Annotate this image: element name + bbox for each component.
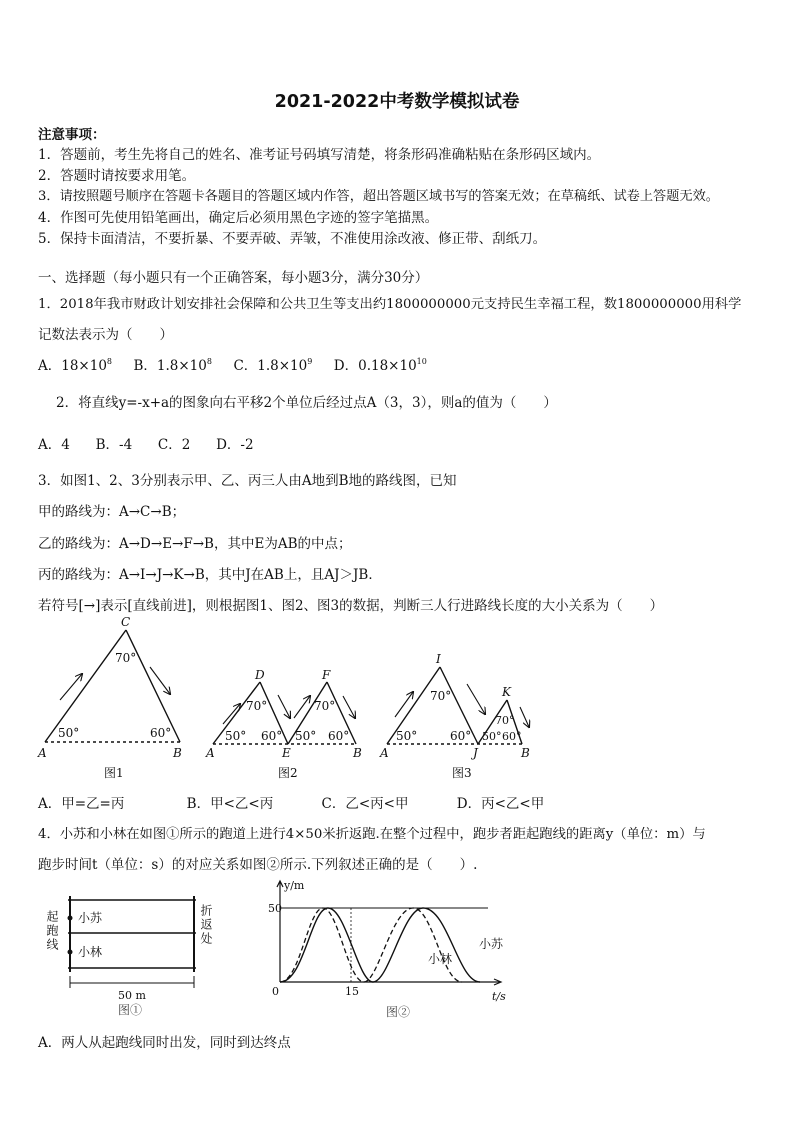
q2-option-a[interactable]: A．4 (38, 437, 70, 453)
notice-item: 1．答题前，考生先将自己的姓名、准考证号码填写清楚，将条形码准确粘贴在条形码区域内。 (38, 147, 601, 163)
section-heading: 一、选择题（每小题只有一个正确答案，每小题3分，满分30分） (38, 270, 429, 286)
notice-heading: 注意事项： (38, 127, 106, 143)
fig3-label-k: K (502, 685, 511, 699)
q3-route-bing: 丙的路线为：A→I→J→K→B，其中J在AB上，且AJ＞JB． (38, 567, 382, 583)
fig3-label-a: A (380, 746, 389, 760)
q3-stem: 3．如图1、2、3分别表示甲、乙、丙三人由A地到B地的路线图，已知 (38, 473, 457, 489)
fig2-angle-a: 50° (225, 729, 247, 743)
fig3-caption: 图3 (452, 766, 472, 780)
fig3-angle-j1: 60° (450, 729, 472, 743)
series-label-su: 小苏 (479, 937, 504, 951)
q4-option-a[interactable]: A．两人从起跑线同时出发，同时到达终点 (38, 1035, 291, 1051)
track-length-label: 50 m (118, 989, 146, 1002)
y-tick-50: 50 (268, 902, 282, 915)
q1-option-a[interactable]: A．$18\times 10^8$ (38, 357, 113, 374)
fig2-angle-f: 70° (314, 699, 336, 713)
fig2-angle-e1: 60° (261, 729, 283, 743)
x-axis-label: t/s (492, 990, 506, 1003)
fig2-angle-d: 70° (246, 699, 268, 713)
q3-route-yi: 乙的路线为：A→D→E→F→B，其中E为AB的中点； (38, 536, 352, 552)
q2-option-b[interactable]: B．-4 (95, 437, 133, 453)
q3-question: 若符号[→]表示[直线前进]，则根据图1、图2、图3的数据，判断三人行进路线长度的大小关系为（ ） (38, 598, 664, 614)
curve-su (280, 908, 480, 982)
q2-option-d[interactable]: D．-2 (216, 437, 254, 453)
q3-option-a[interactable]: A．甲=乙=丙 (38, 796, 125, 812)
notice-item: 5．保持卡面清洁，不要折暴、不要弄破、弄皱，不准使用涂改液、修正带、刮纸刀。 (38, 231, 547, 247)
q2-options (38, 433, 254, 453)
fig2-label-e: E (282, 746, 291, 760)
fig3-angle-a: 50° (396, 729, 418, 743)
q2-option-c[interactable]: C．2 (157, 437, 191, 453)
fig1-label-b: B (173, 746, 182, 760)
q1-stem-line2: 记数法表示为（ ） (38, 327, 173, 343)
runner-su-label: 小苏 (78, 911, 103, 925)
turn-line-label: 折返处 (199, 904, 213, 946)
fig1-angle-c: 70° (115, 651, 137, 665)
fig3-label-b: B (521, 746, 530, 760)
q1-stem-line1: 1．2018年我市财政计划安排社会保障和公共卫生等支出约1800000000元支持民生幸福工程，数1800000000用科学 (38, 297, 742, 312)
fig1-angle-a: 50° (58, 726, 80, 740)
fig2-label-b: B (353, 746, 362, 760)
fig3-angle-j2: 50° (482, 730, 502, 743)
runner-lin-label: 小林 (78, 945, 103, 959)
start-line-label: 起跑线 (45, 910, 59, 952)
q1-options (38, 354, 427, 374)
q4-graph (268, 878, 518, 1022)
fig2-label-a: A (206, 746, 215, 760)
fig1-caption: 图1 (104, 766, 124, 780)
page-title: 2021-2022中考数学模拟试卷 (274, 92, 520, 112)
q3-option-d[interactable]: D．丙<乙<甲 (456, 796, 545, 812)
q1-option-b[interactable]: B．$1.8\times 10^8$ (133, 357, 212, 374)
q2-stem: 2．将直线y=-x+a的图象向右平移2个单位后经过点A（3，3），则a的值为（ ） (56, 395, 557, 411)
fig3-angle-i: 70° (430, 689, 452, 703)
notice-item: 2．答题时请按要求用笔。 (38, 168, 196, 184)
q4-stem-line1: 4．小苏和小林在如图①所示的跑道上进行4×50米折返跑.在整个过程中，跑步者距起跑线的距离y（单位：m）与 (38, 827, 706, 842)
fig3-label-j: J (473, 746, 478, 760)
q3-option-c[interactable]: C．乙<丙<甲 (321, 796, 409, 812)
fig-2-caption: 图② (386, 1005, 411, 1019)
fig2-label-d: D (255, 668, 265, 682)
fig3-angle-k: 70° (495, 714, 515, 727)
fig3-angle-b: 60° (502, 730, 522, 743)
q3-options (38, 792, 544, 812)
y-axis-label: y/m (284, 879, 305, 892)
fig1-angle-b: 60° (150, 726, 172, 740)
q1-option-c[interactable]: C．$1.8\times 10^9$ (233, 357, 313, 374)
fig1-label-a: A (38, 746, 47, 760)
notice-item: 3．请按照题号顺序在答题卡各题目的答题区域内作答，超出答题区域书写的答案无效；在草稿纸、试卷上答题无效。 (38, 189, 719, 204)
q3-route-jia: 甲的路线为：A→C→B； (38, 504, 186, 520)
fig-1-caption: 图① (118, 1003, 143, 1017)
origin-label: 0 (272, 985, 279, 998)
q1-option-d[interactable]: D．$0.18\times 10^{10}$ (333, 357, 427, 374)
fig2-angle-b: 60° (328, 729, 350, 743)
q4-stem-line2: 跑步时间t（单位：s）的对应关系如图②所示.下列叙述正确的是（ ）. (38, 857, 478, 873)
x-tick-15: 15 (345, 985, 359, 998)
q3-option-b[interactable]: B．甲<乙<丙 (186, 796, 274, 812)
notice-item: 4．作图可先使用铅笔画出，确定后必须用黑色字迹的签字笔描黑。 (38, 210, 439, 226)
fig2-caption: 图2 (278, 766, 298, 780)
fig1-label-c: C (121, 615, 131, 629)
series-label-lin: 小林 (428, 952, 453, 966)
fig2-label-f: F (322, 668, 331, 682)
q3-figures (30, 612, 550, 787)
fig2-angle-e2: 50° (295, 729, 317, 743)
q4-track-figure (45, 888, 238, 1018)
fig3-label-i: I (436, 652, 441, 666)
